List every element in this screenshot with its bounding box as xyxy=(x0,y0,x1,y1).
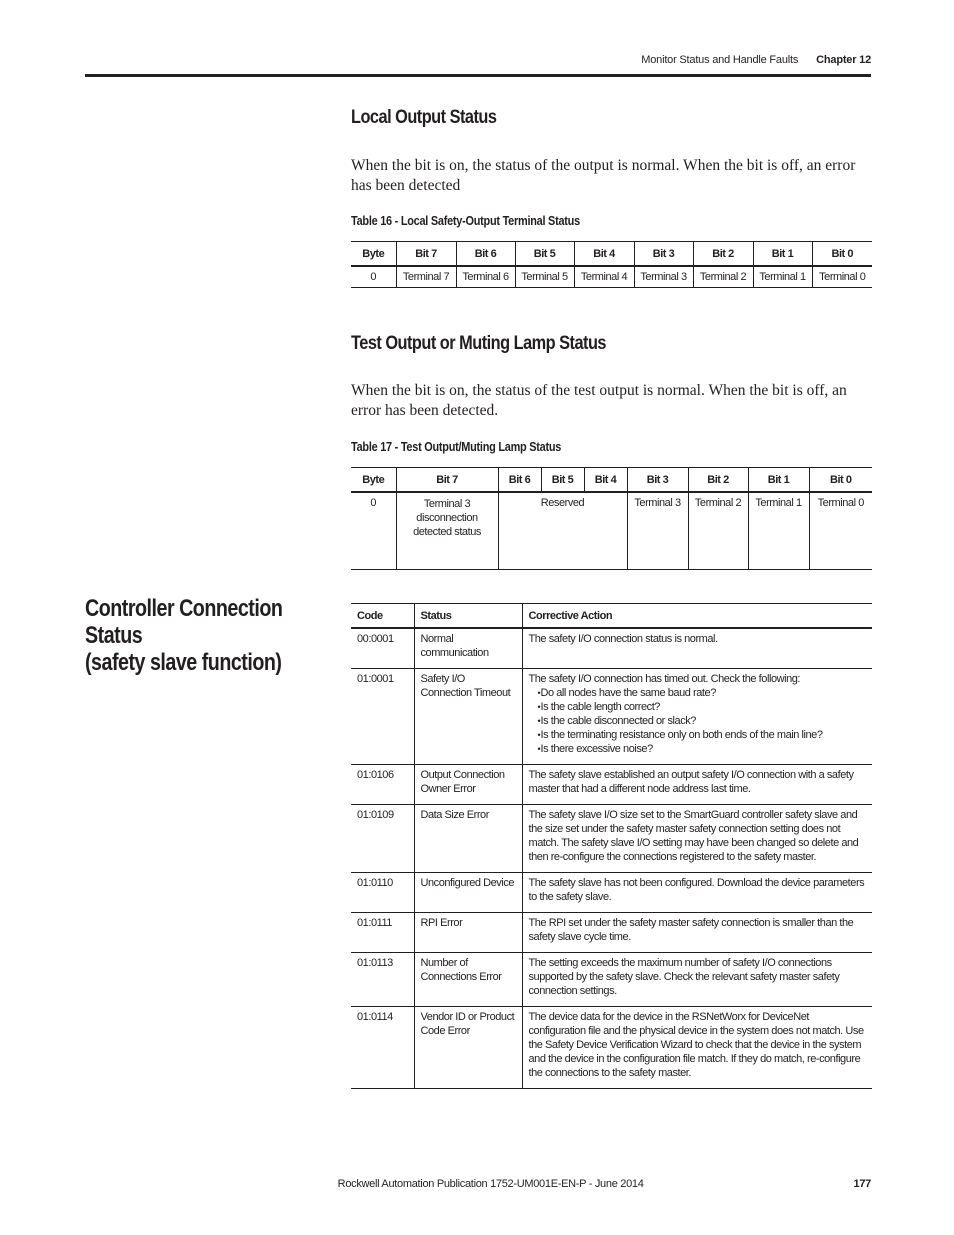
table16-cell-bit6: Terminal 6 xyxy=(456,266,515,288)
list-item: • Is the cable length correct? xyxy=(529,700,867,714)
row-action: The safety I/O connection has timed out. Check the following: xyxy=(528,673,801,685)
table17-header-bit7: Bit 7 xyxy=(396,468,498,493)
row-code: 01:0113 xyxy=(351,953,414,1007)
table16-cell-bit1: Terminal 1 xyxy=(753,266,812,288)
table16-header-bit7: Bit 7 xyxy=(396,242,456,267)
row-status: Output Connection Owner Error xyxy=(414,765,522,805)
row-status: Safety I/O Connection Timeout xyxy=(414,669,522,765)
table-row xyxy=(351,1007,872,1089)
table17-cell-byte: 0 xyxy=(351,492,396,570)
row-status: Vendor ID or Product Code Error xyxy=(414,1007,522,1089)
table-row xyxy=(351,669,872,765)
table17-cell-bit1: Terminal 1 xyxy=(748,492,809,570)
controller-connection-heading xyxy=(85,595,331,676)
row-code: 01:0001 xyxy=(351,669,414,765)
table16-header-row xyxy=(351,242,872,267)
row-action-cell xyxy=(522,669,872,765)
table16-cell-bit2: Terminal 2 xyxy=(693,266,753,288)
page-footer xyxy=(0,1178,871,1190)
row-code: 01:0111 xyxy=(351,913,414,953)
connection-status-header-row xyxy=(351,604,872,629)
table17-cell-reserved: Reserved xyxy=(498,492,627,570)
table16 xyxy=(351,241,872,288)
table17-row xyxy=(351,492,872,570)
header-corrective-action: Corrective Action xyxy=(522,604,872,629)
table16-cell-bit5: Terminal 5 xyxy=(515,266,574,288)
header-section-title: Monitor Status and Handle Faults xyxy=(641,54,799,66)
table16-header-bit2: Bit 2 xyxy=(693,242,753,267)
table17-cell-bit2: Terminal 2 xyxy=(688,492,748,570)
table17-cell-bit3: Terminal 3 xyxy=(627,492,688,570)
list-item: • Is there excessive noise? xyxy=(529,742,867,756)
row-code: 01:0110 xyxy=(351,873,414,913)
table-row xyxy=(351,765,872,805)
row-code: 01:0114 xyxy=(351,1007,414,1089)
table17-header-bit4: Bit 4 xyxy=(584,468,627,493)
table-row xyxy=(351,953,872,1007)
row-action: The RPI set under the safety master safety connection is smaller than the safety slave cycle time. xyxy=(522,913,872,953)
table16-cell-bit3: Terminal 3 xyxy=(634,266,693,288)
table17-cell-bit7: Terminal 3 disconnection detected status xyxy=(396,492,498,570)
row-action: The safety slave established an output safety I/O connection with a safety master that had a different node address last time. xyxy=(522,765,872,805)
row-status: Data Size Error xyxy=(414,805,522,873)
page-number: 177 xyxy=(853,1178,871,1190)
checklist xyxy=(529,686,867,756)
table17 xyxy=(351,467,872,570)
table17-header-row xyxy=(351,468,872,493)
row-action: The safety I/O connection status is normal. xyxy=(522,628,872,669)
table16-row xyxy=(351,266,872,288)
footer-publication: Rockwell Automation Publication 1752-UM001E-EN-P - June 2014 xyxy=(337,1178,644,1190)
row-action: The device data for the device in the RSNetWorx for DeviceNet configuration file and the physical device in the system does not match. Use the Safety Device Verification Wizard to check that the device in the system and the device in the configuration file match. If they do match, re-configure the connections to the safety master. xyxy=(522,1007,872,1089)
header-rule xyxy=(85,74,871,77)
table16-header-bit3: Bit 3 xyxy=(634,242,693,267)
table16-cell-byte: 0 xyxy=(351,266,396,288)
table16-header-bit5: Bit 5 xyxy=(515,242,574,267)
list-item: • Is the cable disconnected or slack? xyxy=(529,714,867,728)
row-status: Normal communication xyxy=(414,628,522,669)
row-action: The setting exceeds the maximum number of safety I/O connections supported by the safety slave. Check the relevant safety master safety connection settings. xyxy=(522,953,872,1007)
table17-header-byte: Byte xyxy=(351,468,396,493)
list-item: • Is the terminating resistance only on both ends of the main line? xyxy=(529,728,867,742)
test-output-paragraph: When the bit is on, the status of the test output is normal. When the bit is off, an error has been detected. xyxy=(351,382,847,419)
row-code: 01:0106 xyxy=(351,765,414,805)
table-row xyxy=(351,873,872,913)
table16-caption: Table 16 - Local Safety-Output Terminal Status xyxy=(351,213,580,228)
controller-connection-heading-line2: (safety slave function) xyxy=(85,649,282,676)
table17-caption: Table 17 - Test Output/Muting Lamp Status xyxy=(351,439,562,454)
local-output-heading: Local Output Status xyxy=(351,107,497,128)
row-status: Number of Connections Error xyxy=(414,953,522,1007)
table16-header-bit4: Bit 4 xyxy=(574,242,634,267)
list-item: • Do all nodes have the same baud rate? xyxy=(529,686,867,700)
table17-cell-bit0: Terminal 0 xyxy=(809,492,872,570)
table17-header-bit3: Bit 3 xyxy=(627,468,688,493)
table-row xyxy=(351,913,872,953)
test-output-heading: Test Output or Muting Lamp Status xyxy=(351,333,606,354)
table16-cell-bit7: Terminal 7 xyxy=(396,266,456,288)
local-output-paragraph: When the bit is on, the status of the output is normal. When the bit is off, an error has been detected xyxy=(351,157,856,194)
row-action: The safety slave I/O size set to the SmartGuard controller safety slave and the size set under the safety master safety connection setting does not match. The safety slave I/O setting may have been changed so delete and then re-configure the connections registered to the safety master. xyxy=(522,805,872,873)
table16-header-bit0: Bit 0 xyxy=(812,242,872,267)
table16-cell-bit4: Terminal 4 xyxy=(574,266,634,288)
header-code: Code xyxy=(351,604,414,629)
row-action: The safety slave has not been configured. Download the device parameters to the safety slave. xyxy=(522,873,872,913)
table-row xyxy=(351,628,872,669)
controller-connection-heading-line1: Controller Connection Status xyxy=(85,595,283,649)
connection-status-table xyxy=(351,603,872,1089)
table16-cell-bit0: Terminal 0 xyxy=(812,266,872,288)
table17-header-bit2: Bit 2 xyxy=(688,468,748,493)
table17-header-bit5: Bit 5 xyxy=(541,468,584,493)
row-code: 00:0001 xyxy=(351,628,414,669)
row-code: 01:0109 xyxy=(351,805,414,873)
table16-header-bit1: Bit 1 xyxy=(753,242,812,267)
table16-header-bit6: Bit 6 xyxy=(456,242,515,267)
table16-header-byte: Byte xyxy=(351,242,396,267)
table-row xyxy=(351,805,872,873)
table17-header-bit0: Bit 0 xyxy=(809,468,872,493)
header-chapter: Chapter 12 xyxy=(816,54,871,66)
table17-header-bit1: Bit 1 xyxy=(748,468,809,493)
running-header xyxy=(0,54,871,66)
header-status: Status xyxy=(414,604,522,629)
row-status: Unconfigured Device xyxy=(414,873,522,913)
table17-header-bit6: Bit 6 xyxy=(498,468,541,493)
row-status: RPI Error xyxy=(414,913,522,953)
